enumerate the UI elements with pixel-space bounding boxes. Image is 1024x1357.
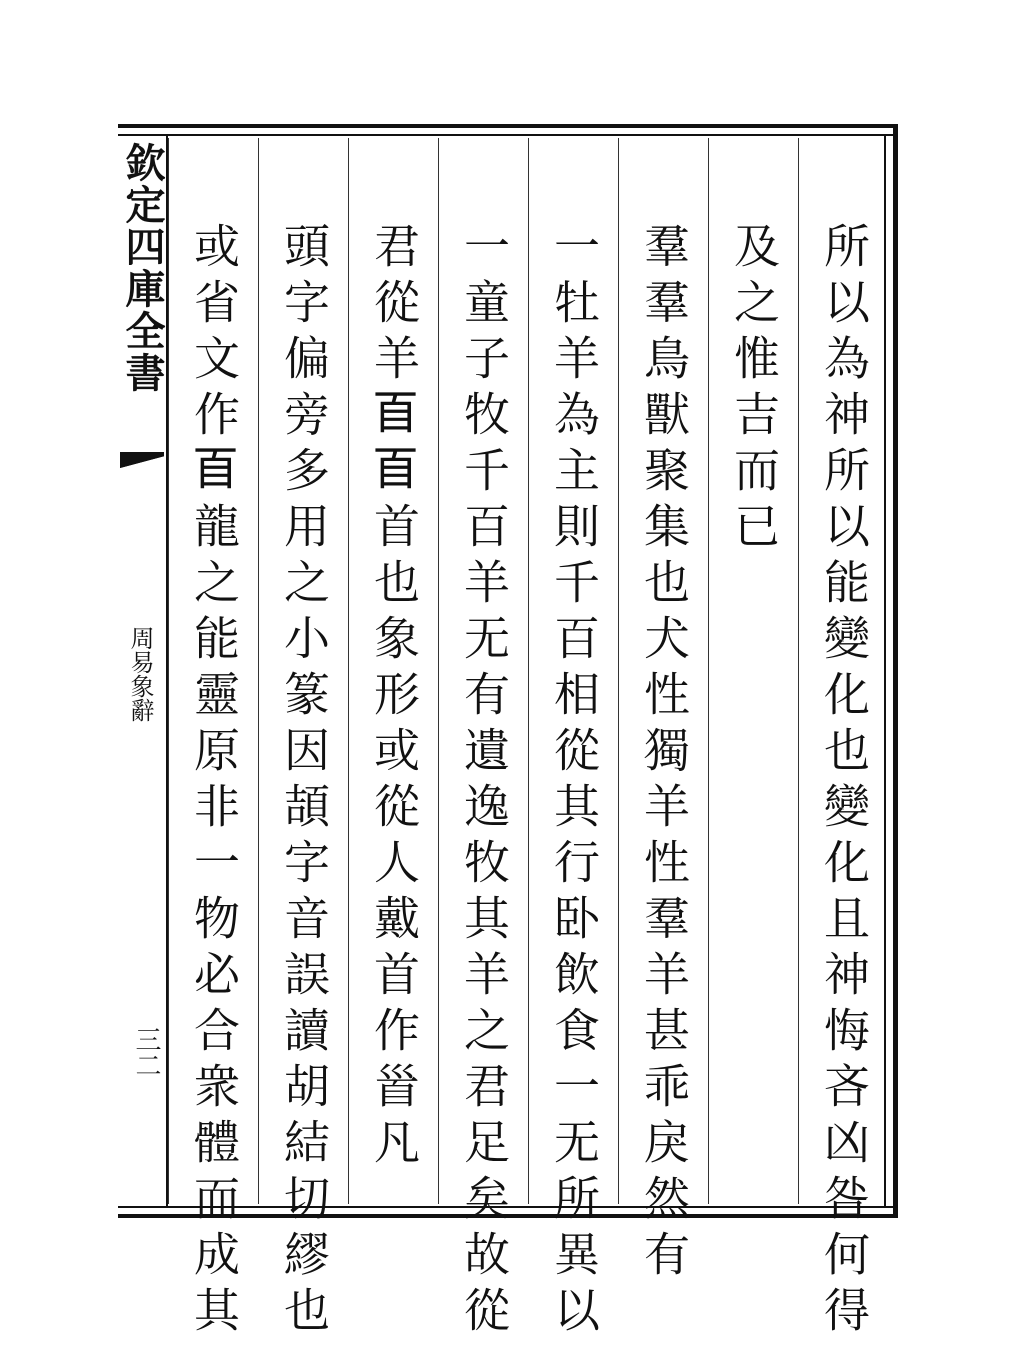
book-title: 周易象辭 <box>126 626 154 722</box>
top-border-thick <box>118 124 898 128</box>
column-text: 頭字偏旁多用之小篆因頡字音誤讀胡結切繆也 <box>277 222 331 1342</box>
column-text: 羣羣鳥獸聚集也犬性獨羊性羣羊甚乖戾然有 <box>637 222 691 1286</box>
text-column-6 <box>348 138 439 1204</box>
page-number: 三二 <box>131 1026 161 1078</box>
book-page <box>118 124 898 1342</box>
spine-margin <box>118 136 168 1206</box>
column-text: 或省文作𦣻龍之能靈原非一物必合衆體而成其 <box>187 222 241 1342</box>
column-text: 一童子牧千百羊无有遺逸牧其羊之君足矣故從 <box>457 222 511 1342</box>
text-column-4 <box>528 138 619 1342</box>
right-border-thick <box>893 124 898 1218</box>
column-text: 君從羊𦣻𦣻首也象形或從人戴首作𩠐凡 <box>367 222 421 1174</box>
fishtail-mark <box>120 452 164 480</box>
column-text: 及之惟吉而已 <box>727 222 781 558</box>
text-column-3 <box>618 138 709 1286</box>
column-text: 所以為神所以能變化也變化且神悔吝凶咎何得 <box>817 222 871 1342</box>
text-column-5 <box>438 138 529 1342</box>
text-column-1 <box>798 138 889 1342</box>
column-text: 一牡羊為主則千百相從其行卧飲食一无所異以 <box>547 222 601 1342</box>
text-column-8 <box>168 138 259 1342</box>
collection-title: 欽定四庫全書 <box>119 142 166 394</box>
top-border-thin <box>118 134 898 136</box>
text-column-2 <box>708 138 799 1204</box>
text-column-7 <box>258 138 349 1342</box>
